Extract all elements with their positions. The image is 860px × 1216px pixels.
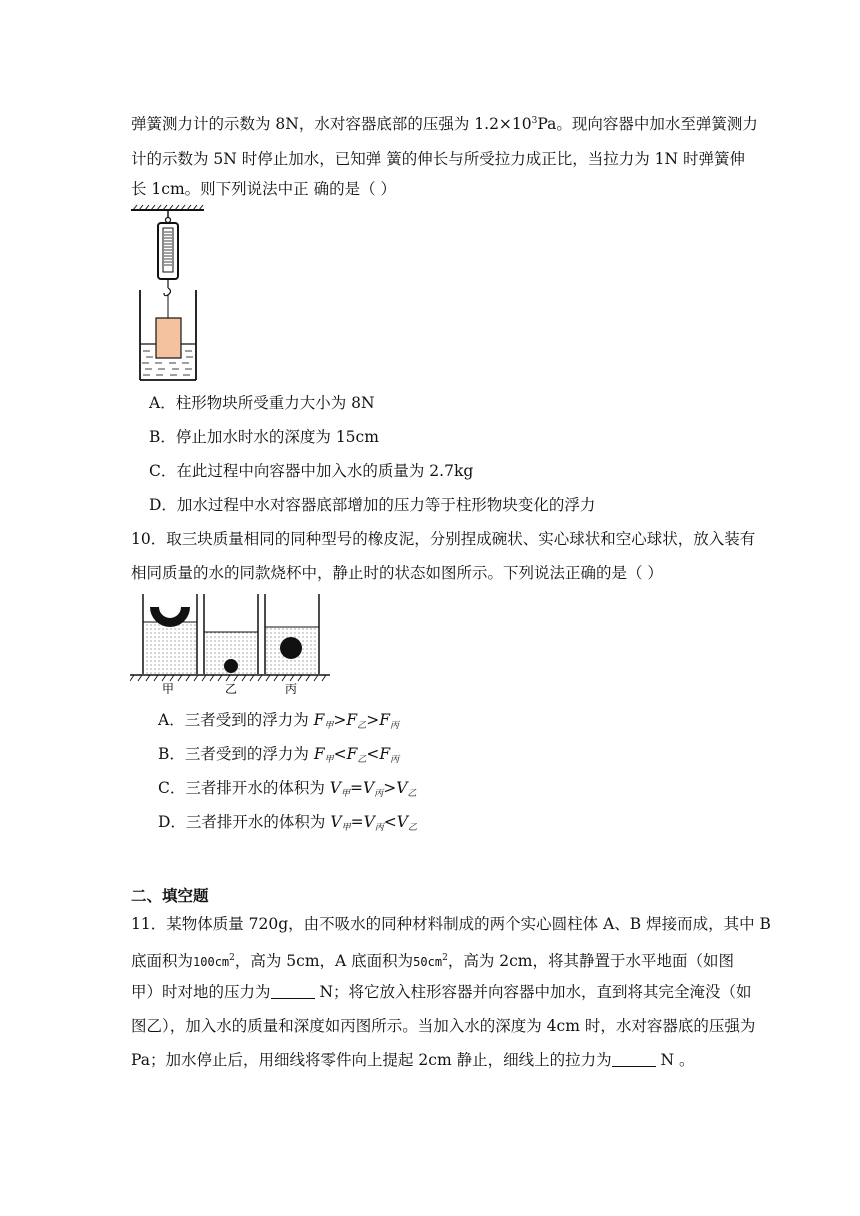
q9-line-1: 弹簧测力计的示数为 8N，水对容器底部的压强为 $1.2\times 10^3Pa$。现向容器中加水至弹簧测力 xyxy=(131,115,758,133)
q9-option-b: B．停止加水时水的深度为 15cm xyxy=(149,428,379,446)
section-title-fill-in: 二、填空题 xyxy=(131,887,209,905)
q10-option-a: A．三者受到的浮力为 $F_甲>F_乙>F_丙$ xyxy=(158,711,399,731)
q11-line-2: 底面积为$100cm^2$，高为 5cm，A 底面积为$50cm^2$，高为 2cm，将其静置于水平地面（如图 xyxy=(131,952,734,970)
q10-option-c: C．三者排开水的体积为 $V_甲=V_丙>V_乙$ xyxy=(158,779,417,799)
q10-option-b: B．三者受到的浮力为 $F_甲<F_乙<F_丙$ xyxy=(158,745,400,765)
q10-option-d: D．三者排开水的体积为 $V_甲=V_丙<V_乙$ xyxy=(158,813,418,833)
q11-line-1: 11．某物体质量 720g，由不吸水的同种材料制成的两个实心圆柱体 A、B 焊接而成，其中 B xyxy=(131,915,771,933)
q11-line-5: Pa；加水停止后，用细线将零件向上提起 2cm 静止，细线上的拉力为 N 。 xyxy=(131,1051,695,1069)
q9-option-d: D．加水过程中水对容器底部增加的压力等于柱形物块变化的浮力 xyxy=(149,496,596,514)
beaker-label-bing: 丙 xyxy=(285,682,298,694)
q9-line-2: 计的示数为 5N 时停止加水，已知弹 簧的伸长与所受拉力成正比，当拉力为 1N 时弹簧伸 xyxy=(131,150,745,168)
beaker-label-yi: 乙 xyxy=(225,682,238,694)
q9-option-c: C．在此过程中向容器中加入水的质量为 2.7kg xyxy=(149,462,474,480)
spring-scale-figure xyxy=(128,204,208,384)
q9-line-3: 长 1cm。则下列说法中正 确的是（ ） xyxy=(131,180,397,198)
answer-blank-1[interactable] xyxy=(271,984,315,999)
q10-line-1: 10．取三块质量相同的同种型号的橡皮泥，分别捏成碗状、实心球状和空心球状，放入装有 xyxy=(131,530,756,548)
answer-blank-2[interactable] xyxy=(612,1052,656,1067)
q11-line-3: 甲）时对地的压力为 N；将它放入柱形容器并向容器中加水，直到将其完全淹没（如 xyxy=(131,983,752,1001)
three-beakers-figure xyxy=(130,592,330,694)
q10-line-2: 相同质量的水的同款烧杯中，静止时的状态如图所示。下列说法正确的是（ ） xyxy=(131,564,663,582)
q9-option-a: A．柱形物块所受重力大小为 8N xyxy=(149,394,375,412)
q11-line-4: 图乙），加入水的质量和深度如丙图所示。当加入水的深度为 4cm 时，水对容器底的压强为 xyxy=(131,1017,756,1035)
beaker-label-jia: 甲 xyxy=(162,682,175,694)
